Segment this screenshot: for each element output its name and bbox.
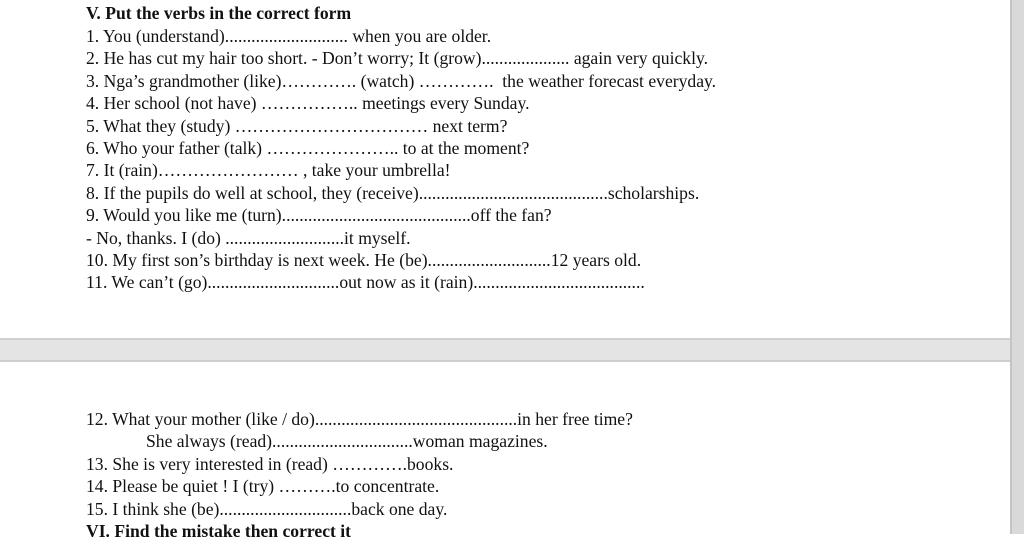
exercise-item-3: 3. Nga’s grandmother (like)…………. (watch) …………. the weather forecast everyday. (86, 71, 717, 91)
exercise-item-13: 13. She is very interested in (read) ………….books. (86, 454, 454, 474)
exercise-item-14: 14. Please be quiet ! I (try) ……….to concentrate. (86, 476, 440, 496)
worksheet-page-2 (0, 362, 1010, 541)
exercise-item-9-reply: - No, thanks. I (do) ...........................it myself. (86, 228, 411, 248)
exercise-item-12: 12. What your mother (like / do)..............................................in her free time? (86, 409, 633, 429)
exercise-item-12-followup: She always (read)................................woman magazines. (146, 431, 548, 451)
exercise-item-4: 4. Her school (not have) …………….. meetings every Sunday. (86, 93, 530, 113)
exercise-item-10: 10. My first son’s birthday is next week. He (be)............................12 years old. (86, 250, 642, 270)
exercise-item-11: 11. We can’t (go)..............................out now as it (rain)....................................... (86, 272, 645, 292)
exercise-item-2: 2. He has cut my hair too short. - Don’t worry; It (grow).................... again very quickly. (86, 48, 709, 68)
window-edge (1010, 0, 1024, 534)
next-section-heading: VI. Find the mistake then correct it (86, 521, 352, 541)
page-gap (0, 338, 1024, 362)
exercise-item-15: 15. I think she (be)..............................back one day. (86, 499, 448, 519)
exercise-item-7: 7. It (rain)…………………… , take your umbrella! (86, 160, 451, 180)
section-heading: V. Put the verbs in the correct form (86, 3, 352, 23)
exercise-item-5: 5. What they (study) …………………………… next term? (86, 116, 508, 136)
exercise-item-8: 8. If the pupils do well at school, they (receive)...........................................scholarships. (86, 183, 700, 203)
exercise-item-1: 1. You (understand)............................ when you are older. (86, 26, 492, 46)
exercise-item-9: 9. Would you like me (turn)...........................................off the fan? (86, 205, 552, 225)
exercise-item-6: 6. Who your father (talk) ………………….. to at the moment? (86, 138, 530, 158)
